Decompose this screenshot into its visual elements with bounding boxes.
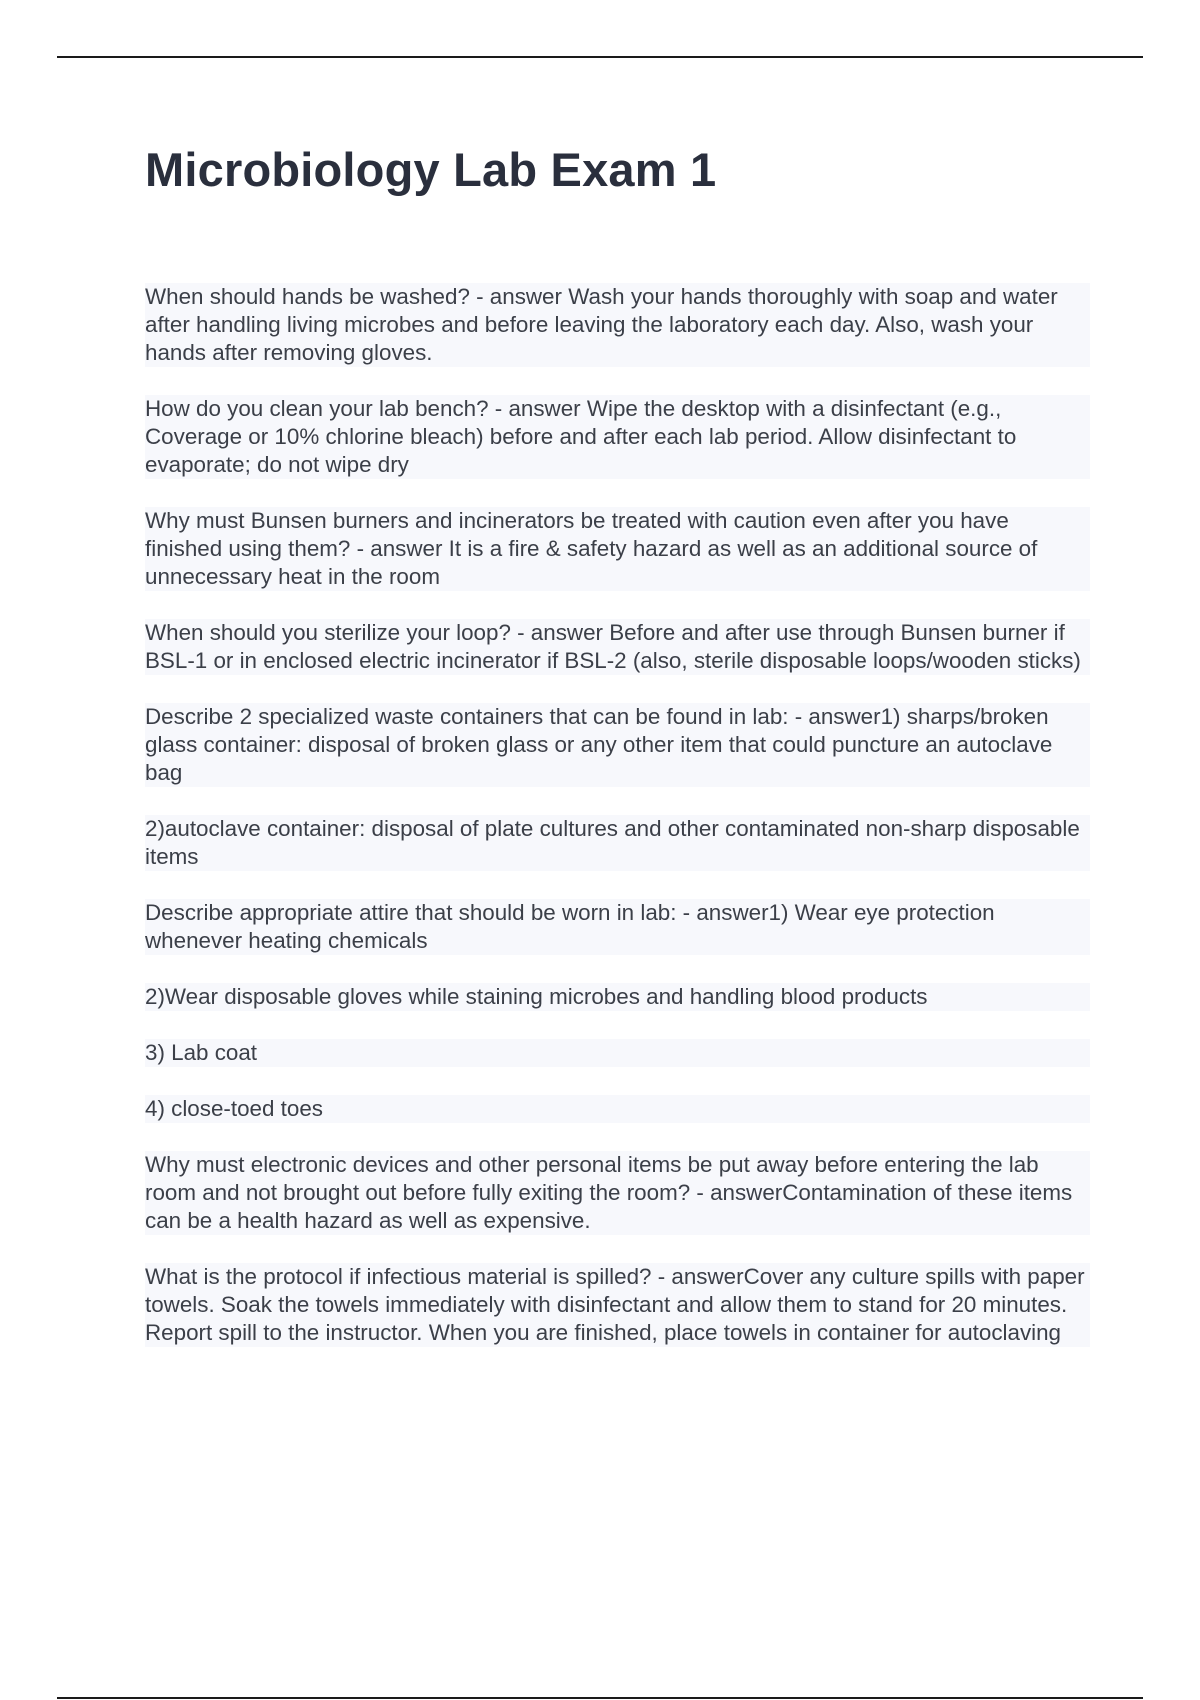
qa-paragraph-5: Describe 2 specialized waste containers that can be found in lab: - answer1) sharps/broken glass container: disposal of broken glass or any other item that could puncture an autoclave bag [145,703,1090,787]
qa-paragraph-3: Why must Bunsen burners and incinerators be treated with caution even after you have finished using them? - answer It is a fire & safety hazard as well as an additional source of unnecessary heat in the room [145,507,1090,591]
qa-paragraph-8: 2)Wear disposable gloves while staining microbes and handling blood products [145,983,1090,1011]
top-divider [57,56,1143,58]
document-body [145,283,1090,1375]
bottom-divider [57,1697,1143,1699]
qa-paragraph-6: 2)autoclave container: disposal of plate cultures and other contaminated non-sharp disposable items [145,815,1090,871]
page-title: Microbiology Lab Exam 1 [145,143,717,196]
qa-paragraph-2: How do you clean your lab bench? - answer Wipe the desktop with a disinfectant (e.g., Coverage or 10% chlorine bleach) before and after each lab period. Allow disinfectant to evaporate; do not wipe dry [145,395,1090,479]
qa-paragraph-10: 4) close-toed toes [145,1095,1090,1123]
qa-paragraph-7: Describe appropriate attire that should be worn in lab: - answer1) Wear eye protection whenever heating chemicals [145,899,1090,955]
qa-paragraph-4: When should you sterilize your loop? - answer Before and after use through Bunsen burner if BSL-1 or in enclosed electric incinerator if BSL-2 (also, sterile disposable loops/wooden sticks) [145,619,1090,675]
qa-paragraph-1: When should hands be washed? - answer Wash your hands thoroughly with soap and water after handling living microbes and before leaving the laboratory each day. Also, wash your hands after removing gloves. [145,283,1090,367]
qa-paragraph-9: 3) Lab coat [145,1039,1090,1067]
qa-paragraph-11: Why must electronic devices and other personal items be put away before entering the lab room and not brought out before fully exiting the room? - answerContamination of these items can be a health hazard as well as expensive. [145,1151,1090,1235]
qa-paragraph-12: What is the protocol if infectious material is spilled? - answerCover any culture spills with paper towels. Soak the towels immediately with disinfectant and allow them to stand for 20 minutes. Report spill to the instructor. When you are finished, place towels in container for autoclaving [145,1263,1090,1347]
